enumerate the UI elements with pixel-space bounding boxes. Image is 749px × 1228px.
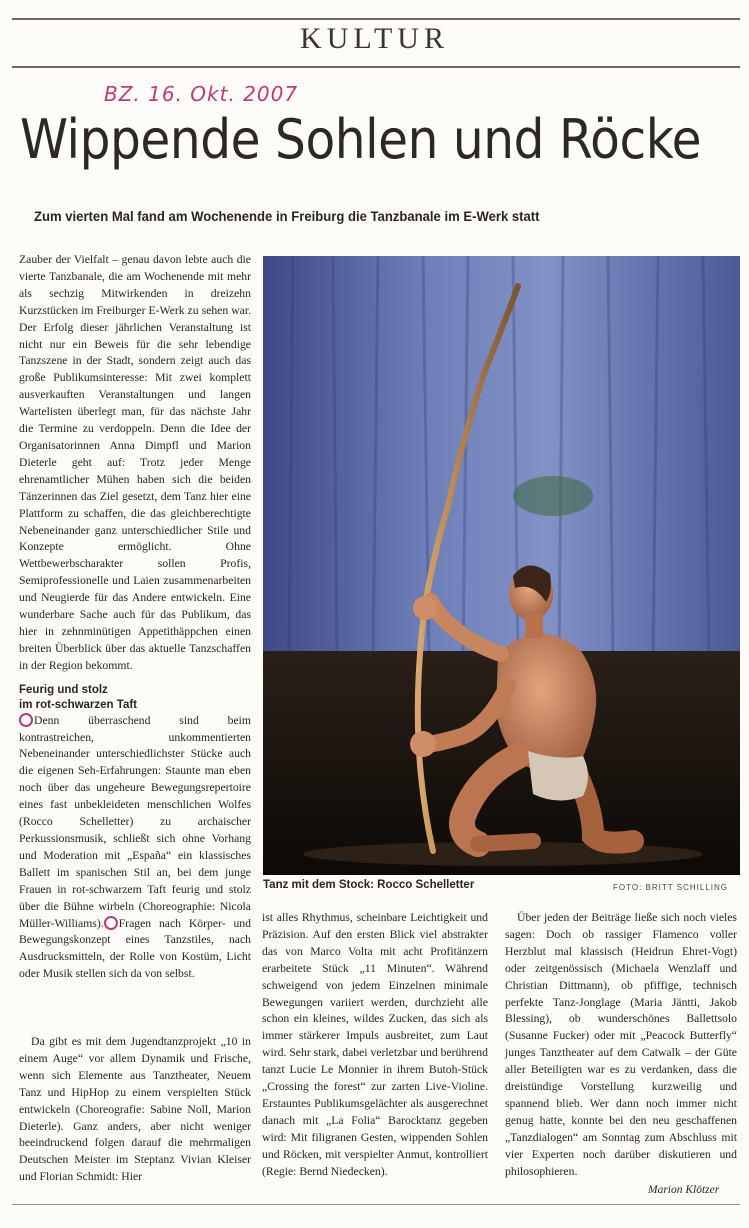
bottom-rule [12,1204,740,1205]
pen-circle-mark [104,916,118,930]
photo-credit: FOTO: BRITT SCHILLING [613,883,728,892]
dancer-with-stick-image [263,256,740,875]
pen-circle-mark [19,713,33,727]
section-title: KULTUR [300,22,449,55]
section-rule [12,66,740,68]
article-column-1-lower [19,1034,251,1204]
intro-paragraph: Zauber der Vielfalt – genau davon lebte auch die vierte Tanzbanale, die am Wochenende mit mehr als sechzig Mitwirkenden in dreizehn Kurzstücken im Freiburger E-Werk zu sehen war. Der Erfolg dieser jährlichen Veranstaltung ist nicht nur ein Beweis für die sehr lebendige Tanzszene in der Stadt, sondern zeigt auch das große Publikumsinteresse: Mit zwei komplett ausverkauften Veranstaltungen und langen Wartelisten überlegt man, für das nächste Jahr die Termine zu verdoppeln. Denn die Idee der Organisatorinnen Anna Dimpfl und Marion Dieterle geht auf: Trotz jeder Menge ehrenamtlicher Mühen haben sich die beiden Tänzerinnen das Ziel gesetzt, dem Tanz hier eine Plattform zu schaffen, die das gleichberechtigte Nebeneinander ganz unterschiedlicher Stile und Konzepte ermöglicht. Ohne Wettbewerbscharakter sollen Profis, Semiprofessionelle und Laien zusammenarbeiten und Neugierde für das Andere entwickeln. Eine wunderbare Sache auch für das Publikum, das hier in zehnminütigen Appetithäppchen einen breiten Überblick über das aktuelle Tanzschaffen in der Region bekommt. [19,253,251,672]
top-rule [12,18,740,20]
column-2-paragraph: ist alles Rhythmus, scheinbare Leichtigkeit und Präzision. Auf den ersten Blick viel abstrakter das von Marco Volta mit acht Profitänzern erarbeitete Stück „11 Minuten“. Während schweigend von jedem Einzelnen minimale Bewegungen variiert werden, durchzieht alle schon ein kleines, wildes Zucken, das sich als immer stärkerer Impuls ausbreitet, zum Laut wird. Sehr stark, dabei verletzbar und berührend tanzt Lucie Le Monnier in ihrem Butoh-Stück „Crossing the forest“ zur zarten Live-Violine. Erstauntes Publikumsgelächter als ausgerechnet danach mit „La Folia“ Barocktanz gegeben wird: Mit filigranen Gesten, wippenden Sohlen und Röcken, mit verspielter Anmut, kontrolliert (Regie: Bernd Niedecken). [262,911,488,1178]
headline: Wippende Sohlen und Röcke [20,108,702,171]
photo-caption: Tanz mit dem Stock: Rocco Schelletter [263,879,475,891]
paragraph-3: Da gibt es mit dem Jugendtanzprojekt „10 in einem Auge“ vor allem Dynamik und Frische, wenn sich Elemente aus Tanztheater, Neuem Tanz und HipHop zu einem verspielten Stück entwickeln (Choreografie: Sabine Noll, Marion Dieterle). Ganz anders, aber nicht weniger beeindruckend folgen darauf die mehrmaligen Deutschen Meister im Steptanz Vivian Kleiser und Florian Schmidt: Hier [19,1035,251,1184]
article-column-2 [262,910,488,1202]
intertitle-line-1: Feurig und stolz [19,683,108,696]
intertitle [19,683,251,713]
handwritten-date-note: BZ. 16. Okt. 2007 [104,82,299,106]
subheadline: Zum vierten Mal fand am Wochenende in Freiburg die Tanzbanale im E-Werk statt [34,208,540,224]
article-column-1 [19,252,251,981]
article-column-3 [505,910,737,1180]
author-byline: Marion Klötzer [648,1184,720,1196]
paragraph-2 [19,713,251,984]
intertitle-line-2: im rot-schwarzen Taft [19,698,137,711]
paragraph-2-part-b: Fragen nach Körper- und Bewegungskonzept eines Tanzstiles, nach Ausdrucksmitteln, der Rolle von Kostüm, Licht oder Musik stellen sich da von selbst. [19,916,251,981]
stage-photo [263,256,740,875]
paragraph-2-part-a: Denn überraschend sind beim kontrastreichen, unkommentierten Nebeneinander unterschiedlichster Stücke auch die eigenen Seh-Erfahrungen: Staunte man eben noch über das ungeheure Bewegungsrepertoire eines fast unbekleideten menschlichen Wolfes (Rocco Schelletter) zu archaischer Perkussionsmusik, schließt sich ohne Vorhang und Moderation mit „España“ ein klassisches Ballett im spanischen Stil an, bei dem junge Frauen in rot-schwarzem Taft feurig und stolz über die Bühne wirbeln (Choreographie: Nicola Müller-Williams). [19,713,251,930]
column-3-paragraph: Über jeden der Beiträge ließe sich noch vieles sagen: Doch ob rassiger Flamenco voller Herzblut mal klassisch (Heidrun Ehret-Vogt) oder zeitgenössisch (Michaela Wenzlaff und Christian Dittmann), ob pfiffige, technisch perfekte Tanz-Jonglage (Maria Jäntti, Jakob Blessing), ob wunderschönes Ballettsolo (Susanne Fucker) oder mit „Peacock Butterfly“ junges Tanztheater auf dem Catwalk – der Güte aller Beteiligten war es zu verdanken, dass die dreistündige Vorstellung kurzweilig und spannend blieb. Wer dann noch immer nicht genug hatte, konnte bei den neu geschaffenen „Tanzdialogen“ am Sonntag zum Abschluss mit vier Experten noch darüber diskutieren und philosophieren. [505,911,737,1178]
